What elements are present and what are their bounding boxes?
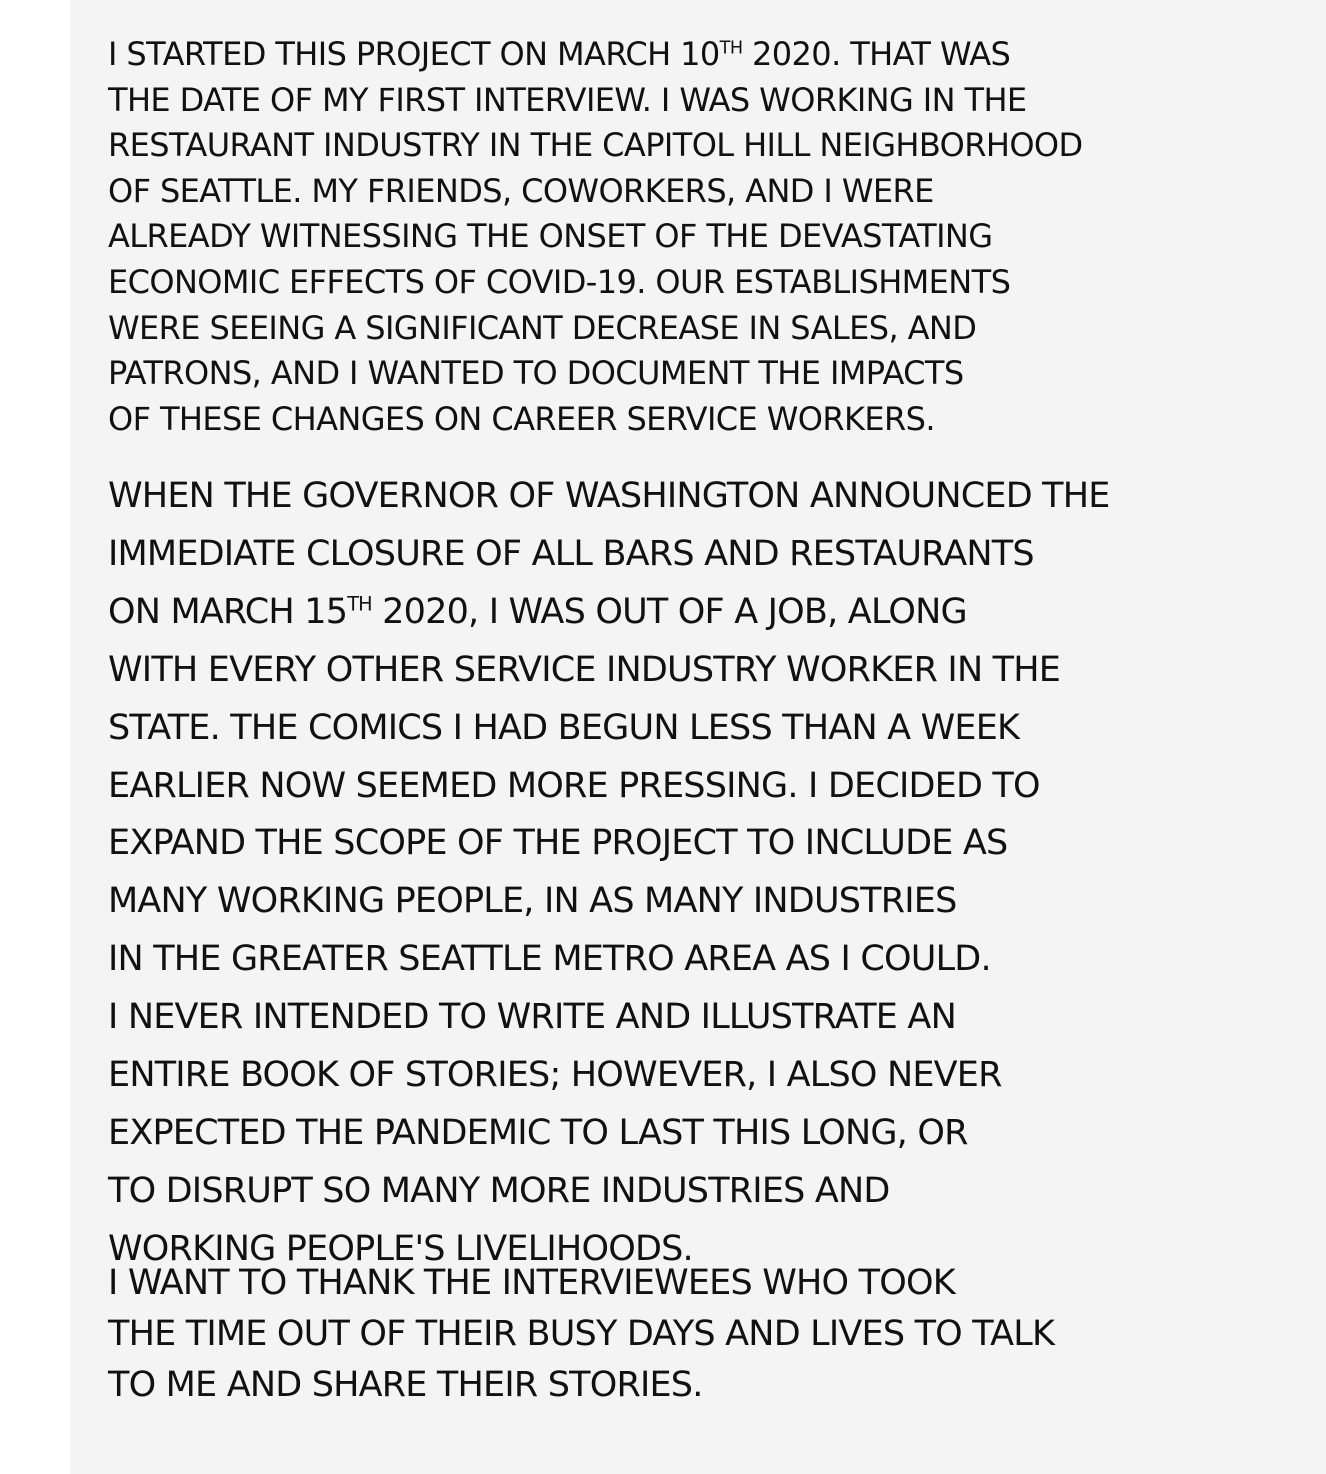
text-line: EARLIER NOW SEEMED MORE PRESSING. I DECIDED TO (108, 765, 1040, 806)
paragraph-project-start (108, 32, 1238, 442)
text-line: ECONOMIC EFFECTS OF COVID-19. OUR ESTABLISHMENTS (108, 262, 1011, 301)
text-line: STATE. THE COMICS I HAD BEGUN LESS THAN A WEEK (108, 707, 1020, 748)
text-line: ENTIRE BOOK OF STORIES; HOWEVER, I ALSO NEVER (108, 1055, 1002, 1096)
text-line: ALREADY WITNESSING THE ONSET OF THE DEVASTATING (108, 217, 993, 256)
text-line: THE TIME OUT OF THEIR BUSY DAYS AND LIVES TO TALK (108, 1314, 1055, 1354)
text-line: TO DISRUPT SO MANY MORE INDUSTRIES AND (108, 1170, 890, 1211)
text-line: EXPAND THE SCOPE OF THE PROJECT TO INCLUDE AS (108, 823, 1008, 864)
text-line: I NEVER INTENDED TO WRITE AND ILLUSTRATE AN (108, 997, 956, 1038)
text-line: WITH EVERY OTHER SERVICE INDUSTRY WORKER IN THE (108, 649, 1061, 690)
text-line: TO ME AND SHARE THEIR STORIES. (108, 1365, 703, 1405)
text-line: WERE SEEING A SIGNIFICANT DECREASE IN SALES, AND (108, 308, 977, 347)
text-line: THE DATE OF MY FIRST INTERVIEW. I WAS WORKING IN THE (108, 80, 1027, 119)
text-line: IN THE GREATER SEATTLE METRO AREA AS I COULD. (108, 939, 991, 980)
text-line: PATRONS, AND I WANTED TO DOCUMENT THE IMPACTS (108, 354, 964, 393)
text-line: I STARTED THIS PROJECT ON MARCH 10TH 2020. THAT WAS (108, 35, 1011, 73)
paragraph-thanks (108, 1258, 1238, 1411)
document-page (70, 0, 1326, 1474)
text-line: ON MARCH 15TH 2020, I WAS OUT OF A JOB, ALONG (108, 591, 967, 632)
text-line: I WANT TO THANK THE INTERVIEWEES WHO TOOK (108, 1263, 955, 1303)
text-line: OF SEATTLE. MY FRIENDS, COWORKERS, AND I WERE (108, 171, 934, 210)
text-line: IMMEDIATE CLOSURE OF ALL BARS AND RESTAURANTS (108, 533, 1034, 574)
text-line: EXPECTED THE PANDEMIC TO LAST THIS LONG, OR (108, 1112, 968, 1153)
text-line: WHEN THE GOVERNOR OF WASHINGTON ANNOUNCED THE (108, 476, 1110, 516)
paragraph-closure-announcement (108, 468, 1238, 1279)
text-line: WORKING PEOPLE'S LIVELIHOODS. (108, 1228, 693, 1269)
text-line: RESTAURANT INDUSTRY IN THE CAPITOL HILL NEIGHBORHOOD (108, 126, 1083, 165)
text-line: MANY WORKING PEOPLE, IN AS MANY INDUSTRIES (108, 881, 957, 922)
text-line: OF THESE CHANGES ON CAREER SERVICE WORKERS. (108, 399, 935, 438)
